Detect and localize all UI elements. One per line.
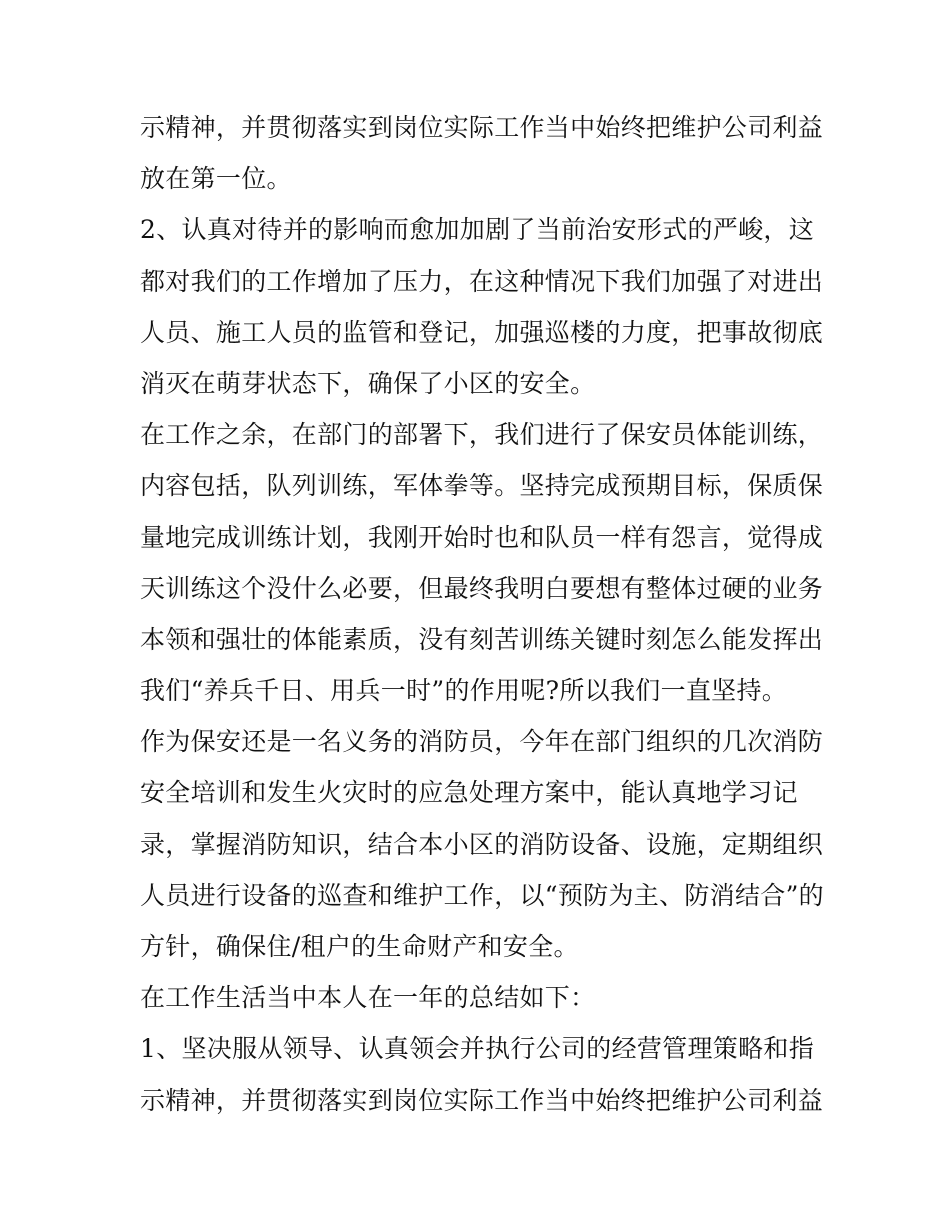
text-line: 在工作生活当中本人在一年的总结如下： [140,983,596,1013]
text-line: 录，掌握消防知识，结合本小区的消防设备、设施，定期组织 [140,829,824,859]
text-line: 人员、施工人员的监管和登记，加强巡楼的力度，把事故彻底 [140,317,824,347]
text-line: 本领和强壮的体能素质，没有刻苦训练关键时刻怎么能发挥出 [140,624,824,654]
text-line: 我们“养兵千日、用兵一时”的作用呢?所以我们一直坚持。 [140,676,788,706]
text-line: 人员进行设备的巡查和维护工作，以“预防为主、防消结合”的 [140,880,824,910]
text-line: 示精神，并贯彻落实到岗位实际工作当中始终把维护公司利益 [140,1085,824,1115]
text-line: 作为保安还是一名义务的消防员，今年在部门组织的几次消防 [140,727,824,757]
text-line: 在工作之余，在部门的部署下，我们进行了保安员体能训练， [140,420,824,450]
text-line: 方针，确保住/租户的生命财产和安全。 [140,932,579,961]
text-line: 都对我们的工作增加了压力，在这种情况下我们加强了对进出 [140,266,824,296]
text-line: 1、坚决服从领导、认真领会并执行公司的经营管理策略和指 [140,1034,815,1064]
text-line: 2、认真对待并的影响而愈加加剧了当前治安形式的严峻，这 [140,215,815,245]
text-line: 示精神，并贯彻落实到岗位实际工作当中始终把维护公司利益 [140,113,824,142]
text-line: 内容包括，队列训练，军体拳等。坚持完成预期目标，保质保 [140,471,824,501]
text-line: 放在第一位。 [140,164,292,194]
text-line: 消灭在萌芽状态下，确保了小区的安全。 [140,368,596,398]
text-line: 安全培训和发生火灾时的应急处理方案中，能认真地学习记 [140,778,798,808]
document-body [140,102,824,1126]
text-line: 天训练这个没什么必要，但最终我明白要想有整体过硬的业务 [140,573,824,603]
text-line: 量地完成训练计划，我刚开始时也和队员一样有怨言，觉得成 [140,522,824,552]
